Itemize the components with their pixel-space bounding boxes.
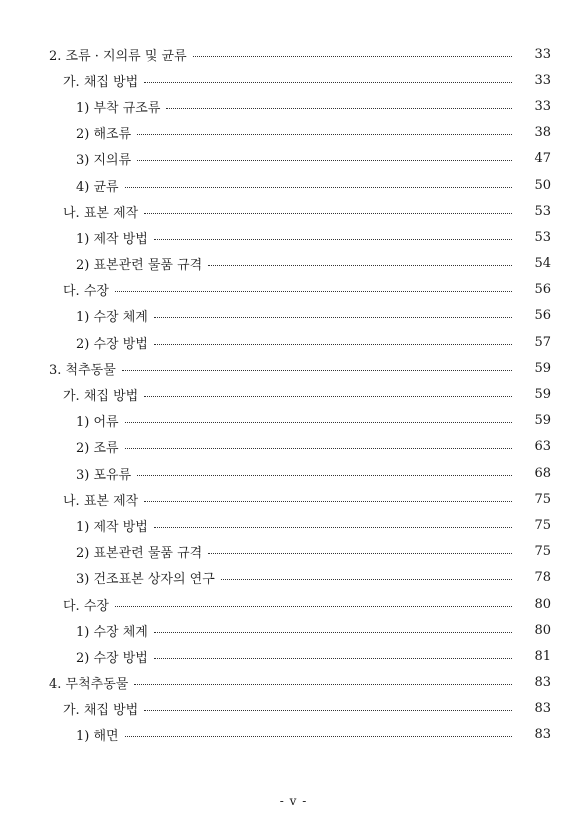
toc-entry bbox=[0, 539, 587, 565]
toc-entry bbox=[0, 565, 587, 591]
toc-entry-label: 1) 제작 방법 bbox=[76, 231, 148, 247]
dot-leader bbox=[154, 344, 512, 345]
dot-leader bbox=[154, 658, 512, 659]
toc-entry-label: 1) 제작 방법 bbox=[76, 519, 148, 535]
dot-leader bbox=[144, 82, 512, 83]
toc-entry bbox=[0, 329, 587, 355]
dot-leader bbox=[144, 396, 512, 397]
dot-leader bbox=[144, 213, 512, 214]
toc-entry bbox=[0, 381, 587, 407]
toc-entry bbox=[0, 120, 587, 146]
toc-entry-page-number: 33 bbox=[534, 46, 551, 62]
toc-entry-page-number: 53 bbox=[534, 229, 551, 245]
toc-entry-label: 1) 부착 규조류 bbox=[76, 100, 161, 116]
toc-entry-label: 4. 무척추동물 bbox=[49, 677, 129, 693]
toc-entry-page-number: 75 bbox=[534, 491, 551, 507]
toc-entry-page-number: 83 bbox=[534, 701, 551, 717]
dot-leader bbox=[125, 448, 512, 449]
toc-entry-page-number: 80 bbox=[534, 622, 551, 638]
toc-entry-page-number: 81 bbox=[534, 648, 551, 664]
dot-leader bbox=[115, 606, 512, 607]
toc-entry-page-number: 38 bbox=[534, 125, 551, 141]
toc-entry-label: 다. 수장 bbox=[63, 284, 109, 300]
toc-entry-page-number: 59 bbox=[534, 413, 551, 429]
toc-entry bbox=[0, 251, 587, 277]
dot-leader bbox=[154, 632, 512, 633]
toc-entry bbox=[0, 41, 587, 67]
toc-entry bbox=[0, 67, 587, 93]
toc-entry bbox=[0, 198, 587, 224]
toc-entry-page-number: 33 bbox=[534, 72, 551, 88]
toc-entry bbox=[0, 355, 587, 381]
toc-entry bbox=[0, 512, 587, 538]
toc-entry bbox=[0, 172, 587, 198]
toc-entry-label: 1) 수장 체계 bbox=[76, 624, 148, 640]
toc-entry bbox=[0, 93, 587, 119]
toc-entry-label: 3. 척추동물 bbox=[49, 362, 116, 378]
toc-entry-page-number: 83 bbox=[534, 675, 551, 691]
toc-entry-page-number: 50 bbox=[534, 177, 551, 193]
dot-leader bbox=[193, 56, 512, 57]
toc-entry-label: 2. 조류 · 지의류 및 균류 bbox=[49, 48, 187, 64]
toc-entry-label: 3) 건조표본 상자의 연구 bbox=[76, 572, 215, 588]
toc-entry-page-number: 47 bbox=[534, 151, 551, 167]
toc-entry bbox=[0, 460, 587, 486]
dot-leader bbox=[122, 370, 512, 371]
dot-leader bbox=[115, 291, 512, 292]
dot-leader bbox=[137, 475, 512, 476]
toc-entry-page-number: 80 bbox=[534, 596, 551, 612]
dot-leader bbox=[208, 553, 512, 554]
toc-entry-page-number: 63 bbox=[534, 439, 551, 455]
toc-entry bbox=[0, 277, 587, 303]
toc-entry-page-number: 33 bbox=[534, 98, 551, 114]
dot-leader bbox=[154, 317, 512, 318]
toc-entry-label: 나. 표본 제작 bbox=[63, 205, 139, 221]
toc-entry-label: 3) 포유류 bbox=[76, 467, 132, 483]
toc-entry-label: 나. 표본 제작 bbox=[63, 493, 139, 509]
toc-entry-label: 4) 균류 bbox=[76, 179, 119, 195]
dot-leader bbox=[125, 422, 512, 423]
toc-entry bbox=[0, 486, 587, 512]
toc-entry-label: 가. 채집 방법 bbox=[63, 389, 139, 405]
toc-entry-page-number: 57 bbox=[534, 334, 551, 350]
toc-entry-label: 1) 어류 bbox=[76, 415, 119, 431]
toc-entry-label: 2) 수장 방법 bbox=[76, 336, 148, 352]
toc-entry bbox=[0, 617, 587, 643]
toc-entry-page-number: 68 bbox=[534, 465, 551, 481]
toc-entry-page-number: 56 bbox=[534, 308, 551, 324]
toc-entry bbox=[0, 591, 587, 617]
table-of-contents bbox=[0, 41, 587, 748]
toc-entry bbox=[0, 722, 587, 748]
toc-entry bbox=[0, 224, 587, 250]
toc-entry-page-number: 78 bbox=[534, 570, 551, 586]
page-number: - v - bbox=[279, 794, 308, 808]
toc-entry-page-number: 59 bbox=[534, 360, 551, 376]
toc-entry-label: 1) 수장 체계 bbox=[76, 310, 148, 326]
dot-leader bbox=[134, 684, 512, 685]
dot-leader bbox=[137, 134, 512, 135]
dot-leader bbox=[137, 160, 512, 161]
toc-entry-label: 1) 해면 bbox=[76, 729, 119, 745]
toc-entry-page-number: 75 bbox=[534, 517, 551, 533]
toc-entry bbox=[0, 408, 587, 434]
toc-entry bbox=[0, 670, 587, 696]
toc-entry-page-number: 75 bbox=[534, 544, 551, 560]
toc-entry-label: 2) 표본관련 물품 규격 bbox=[76, 546, 203, 562]
dot-leader bbox=[154, 239, 512, 240]
toc-entry-page-number: 59 bbox=[534, 387, 551, 403]
dot-leader bbox=[144, 710, 512, 711]
dot-leader bbox=[144, 501, 512, 502]
toc-entry-label: 2) 표본관련 물품 규격 bbox=[76, 258, 203, 274]
toc-entry bbox=[0, 303, 587, 329]
toc-entry bbox=[0, 434, 587, 460]
dot-leader bbox=[125, 187, 512, 188]
toc-entry-label: 3) 지의류 bbox=[76, 153, 132, 169]
toc-entry-label: 다. 수장 bbox=[63, 598, 109, 614]
toc-entry-page-number: 56 bbox=[534, 282, 551, 298]
dot-leader bbox=[154, 527, 512, 528]
toc-entry-label: 2) 해조류 bbox=[76, 127, 132, 143]
dot-leader bbox=[125, 736, 512, 737]
toc-entry bbox=[0, 696, 587, 722]
toc-entry-label: 2) 수장 방법 bbox=[76, 650, 148, 666]
dot-leader bbox=[166, 108, 512, 109]
toc-entry-page-number: 53 bbox=[534, 203, 551, 219]
toc-entry-label: 가. 채집 방법 bbox=[63, 703, 139, 719]
dot-leader bbox=[208, 265, 512, 266]
dot-leader bbox=[221, 579, 512, 580]
toc-entry bbox=[0, 643, 587, 669]
toc-entry-page-number: 54 bbox=[534, 256, 551, 272]
toc-entry-label: 2) 조류 bbox=[76, 441, 119, 457]
toc-entry-label: 가. 채집 방법 bbox=[63, 74, 139, 90]
toc-entry-page-number: 83 bbox=[534, 727, 551, 743]
toc-entry bbox=[0, 146, 587, 172]
